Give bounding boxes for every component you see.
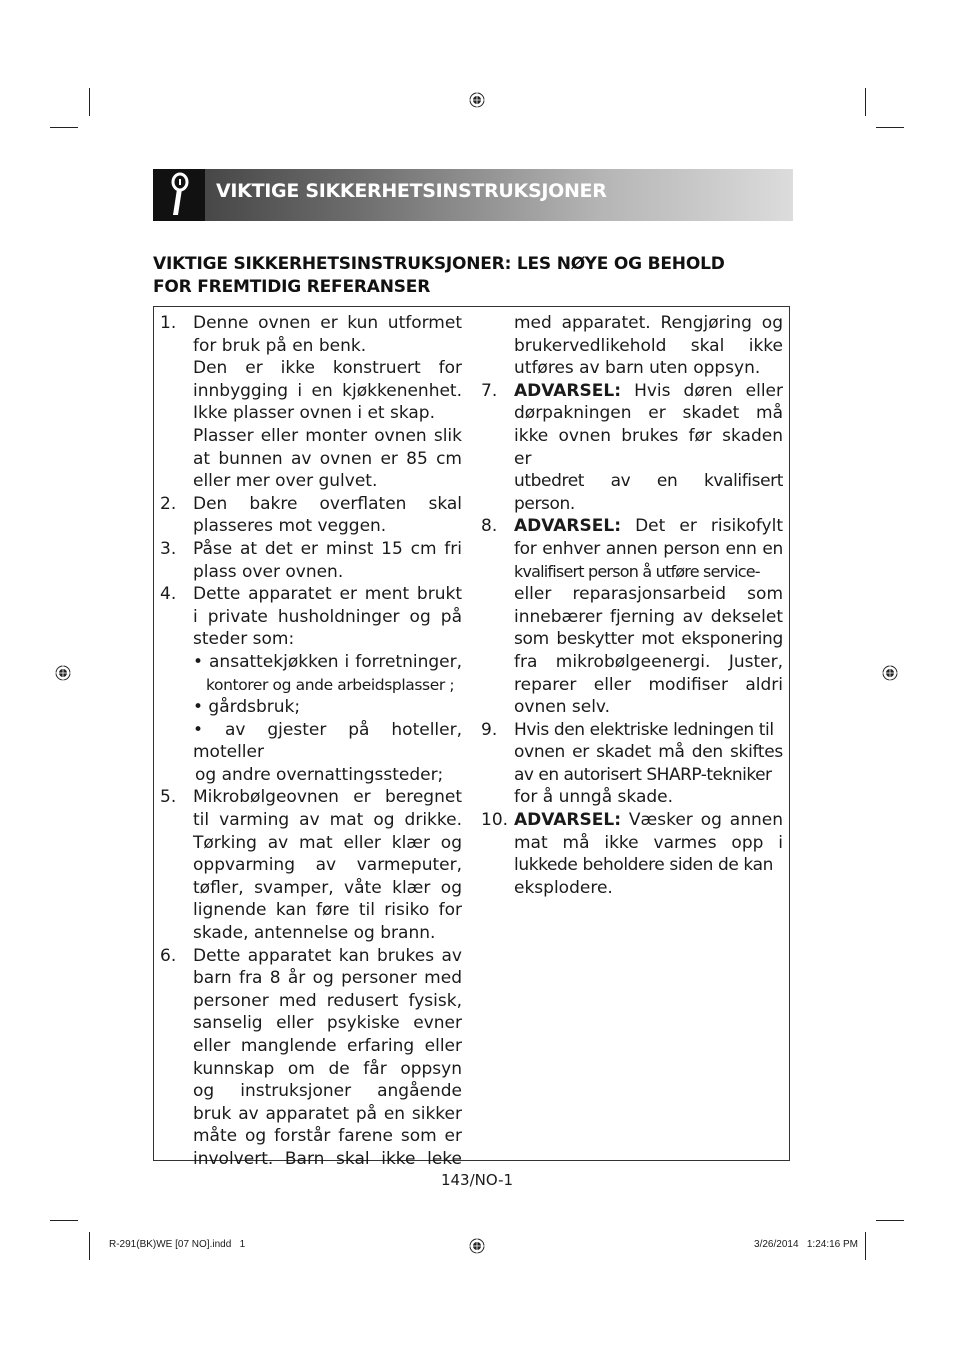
list-item <box>481 515 783 718</box>
list-item <box>160 312 462 493</box>
header-icon-box <box>153 169 205 221</box>
crop-mark <box>865 1232 866 1260</box>
text-line: personer med redusert fysisk, <box>193 990 462 1011</box>
text-line: Dette apparatet kan brukes av <box>193 945 462 966</box>
item-text <box>193 493 462 538</box>
crop-mark <box>876 1220 904 1221</box>
item-number: 8. <box>481 516 498 537</box>
text-line: av en autorisert SHARP-tekniker <box>514 764 772 785</box>
list-item <box>481 809 783 899</box>
list-item <box>160 493 462 538</box>
item-text <box>193 312 462 493</box>
text-line: eksplodere. <box>514 877 613 898</box>
bullet-line: • gårdsbruk; <box>193 697 301 718</box>
registration-mark-icon <box>469 1238 485 1254</box>
list-item-continuation <box>481 312 783 380</box>
text-line: reparer eller modifiser aldri <box>514 674 783 695</box>
text-line: Denne ovnen er kun utformet <box>193 313 462 333</box>
list-item <box>160 538 462 583</box>
item-number: 4. <box>160 584 177 605</box>
text-line: at bunnen av ovnen er 85 cm <box>193 448 462 469</box>
subtitle-line: FOR FREMTIDIG REFERANSER <box>153 277 431 297</box>
text-line: med apparatet. Rengjøring og <box>514 313 783 333</box>
warning-label: ADVARSEL: <box>514 810 622 831</box>
crop-mark <box>876 127 904 128</box>
text-line: tøfler, svamper, våte klær og <box>193 877 462 898</box>
left-column <box>160 312 462 1171</box>
item-number: 9. <box>481 719 498 740</box>
text-line: involvert. Barn skal ikke leke <box>193 1148 462 1169</box>
text-line: Mikrobølgeovnen er beregnet <box>193 787 462 808</box>
warning-label: ADVARSEL: <box>514 516 622 537</box>
item-number: 2. <box>160 493 177 514</box>
text-line: som beskytter mot eksponering <box>514 629 783 650</box>
text-line: Plasser eller monter ovnen slik <box>193 425 462 446</box>
text-line: Ikke plasser ovnen i et skap. <box>193 403 436 424</box>
item-text <box>514 719 783 809</box>
item-number: 5. <box>160 787 177 808</box>
text-line: fra mikrobølgeenergi. Juster, <box>514 651 783 672</box>
text-line: bruk av apparatet på en sikker <box>193 1103 462 1124</box>
text-line: utbedret av en kvalifisert person. <box>514 471 783 514</box>
section-subtitle <box>153 253 803 299</box>
page-title: VIKTIGE SIKKERHETSINSTRUKSJONER <box>216 180 607 202</box>
text-line: steder som: <box>193 629 295 650</box>
text-line: og instruksjoner angående <box>193 1081 462 1102</box>
text-line: innebærer fjerning av dekselet <box>514 606 783 627</box>
text-line: eller reparasjonsarbeid som <box>514 584 783 605</box>
bullet-line: kontorer og ande arbeidsplasser ; <box>206 675 455 694</box>
crop-mark <box>50 1220 78 1221</box>
print-slug-datetime: 3/26/2014 1:24:16 PM <box>754 1239 858 1250</box>
list-item <box>160 945 462 1171</box>
item-text <box>193 538 462 583</box>
text-line: eller mer over gulvet. <box>193 471 378 492</box>
text-line <box>514 380 783 403</box>
print-slug-filename: R-291(BK)WE [07 NO].indd 1 <box>109 1239 246 1250</box>
text-line: ovnen er skadet må den skiftes <box>514 742 783 763</box>
text-line: for å unngå skade. <box>514 787 674 808</box>
item-text <box>514 809 783 899</box>
list-item <box>481 719 783 809</box>
text-line: ovnen selv. <box>514 697 611 718</box>
text-line: innbygging i en kjøkkenenhet. <box>193 380 462 401</box>
text-line: kvalifisert person å utføre service- <box>514 561 760 581</box>
item-text <box>193 786 462 944</box>
text-line: plasseres mot veggen. <box>193 516 387 537</box>
wrench-icon <box>153 169 205 221</box>
text-line: kunnskap om de får oppsyn <box>193 1058 462 1079</box>
bullet-line: • av gjester på hoteller, moteller <box>193 719 462 763</box>
warning-label: ADVARSEL: <box>514 380 622 401</box>
text-fragment: Hvis døren eller <box>621 380 783 401</box>
registration-mark-icon <box>469 92 485 108</box>
text-line: i private husholdninger og på <box>193 606 462 627</box>
text-fragment: Væsker og annen <box>621 810 783 831</box>
item-text <box>193 945 462 1171</box>
crop-mark <box>89 1232 90 1260</box>
text-line: eller manglende erfaring eller <box>193 1036 462 1056</box>
bullet-line: • ansattekjøkken i forretninger, <box>193 651 462 672</box>
item-text <box>514 380 783 516</box>
text-line: mat må ikke varmes opp i <box>514 832 783 853</box>
item-text <box>514 515 783 718</box>
list-item <box>481 380 783 516</box>
text-line: skade, antennelse og brann. <box>193 923 436 944</box>
registration-mark-icon <box>55 665 71 681</box>
item-text <box>193 583 462 786</box>
crop-mark <box>865 88 866 116</box>
right-column <box>481 312 783 899</box>
item-number: 6. <box>160 945 177 966</box>
bullet-line: og andre overnattingssteder; <box>195 764 444 785</box>
text-line: oppvarming av varmeputer, <box>193 855 462 876</box>
item-number: 7. <box>481 380 498 401</box>
text-line <box>514 809 783 832</box>
text-line: ikke ovnen brukes før skaden er <box>514 425 783 469</box>
item-text <box>514 312 783 380</box>
item-number: 10. <box>481 810 509 831</box>
text-line: til varming av mat og drikke. <box>193 810 462 831</box>
text-line: lukkede beholdere siden de kan <box>514 855 773 876</box>
text-fragment: Det er risikofylt <box>621 516 783 537</box>
text-line: Den bakre overflaten skal <box>193 493 462 514</box>
list-item <box>160 786 462 944</box>
text-line: sanselig eller psykiske evner <box>193 1013 462 1034</box>
text-line: utføres av barn uten oppsyn. <box>514 358 761 379</box>
crop-mark <box>50 127 78 128</box>
text-line: dørpakningen er skadet må <box>514 403 783 424</box>
text-line: Påse at det er minst 15 cm fri <box>193 538 462 559</box>
text-line: plass over ovnen. <box>193 561 344 582</box>
crop-mark <box>89 88 90 116</box>
text-line: måte og forstår farene som er <box>193 1126 462 1147</box>
text-line: for enhver annen person enn en <box>514 538 783 559</box>
item-number: 1. <box>160 313 177 333</box>
text-line: for bruk på en benk. <box>193 335 367 356</box>
text-line: Hvis den elektriske ledningen til <box>514 719 774 740</box>
text-line: Dette apparatet er ment brukt <box>193 584 462 605</box>
text-line: lignende kan føre til risiko for <box>193 900 462 921</box>
list-item <box>160 583 462 786</box>
text-line: Den er ikke konstruert for <box>193 358 462 379</box>
subtitle-line: VIKTIGE SIKKERHETSINSTRUKSJONER: LES NØYE OG BEHOLD <box>153 254 725 274</box>
item-number: 3. <box>160 538 177 559</box>
text-line: Tørking av mat eller klær og <box>193 832 462 853</box>
registration-mark-icon <box>882 665 898 681</box>
text-line: barn fra 8 år og personer med <box>193 968 462 989</box>
page-number: 143/NO-1 <box>440 1171 514 1189</box>
text-line <box>514 515 783 538</box>
text-line: brukervedlikehold skal ikke <box>514 335 783 356</box>
